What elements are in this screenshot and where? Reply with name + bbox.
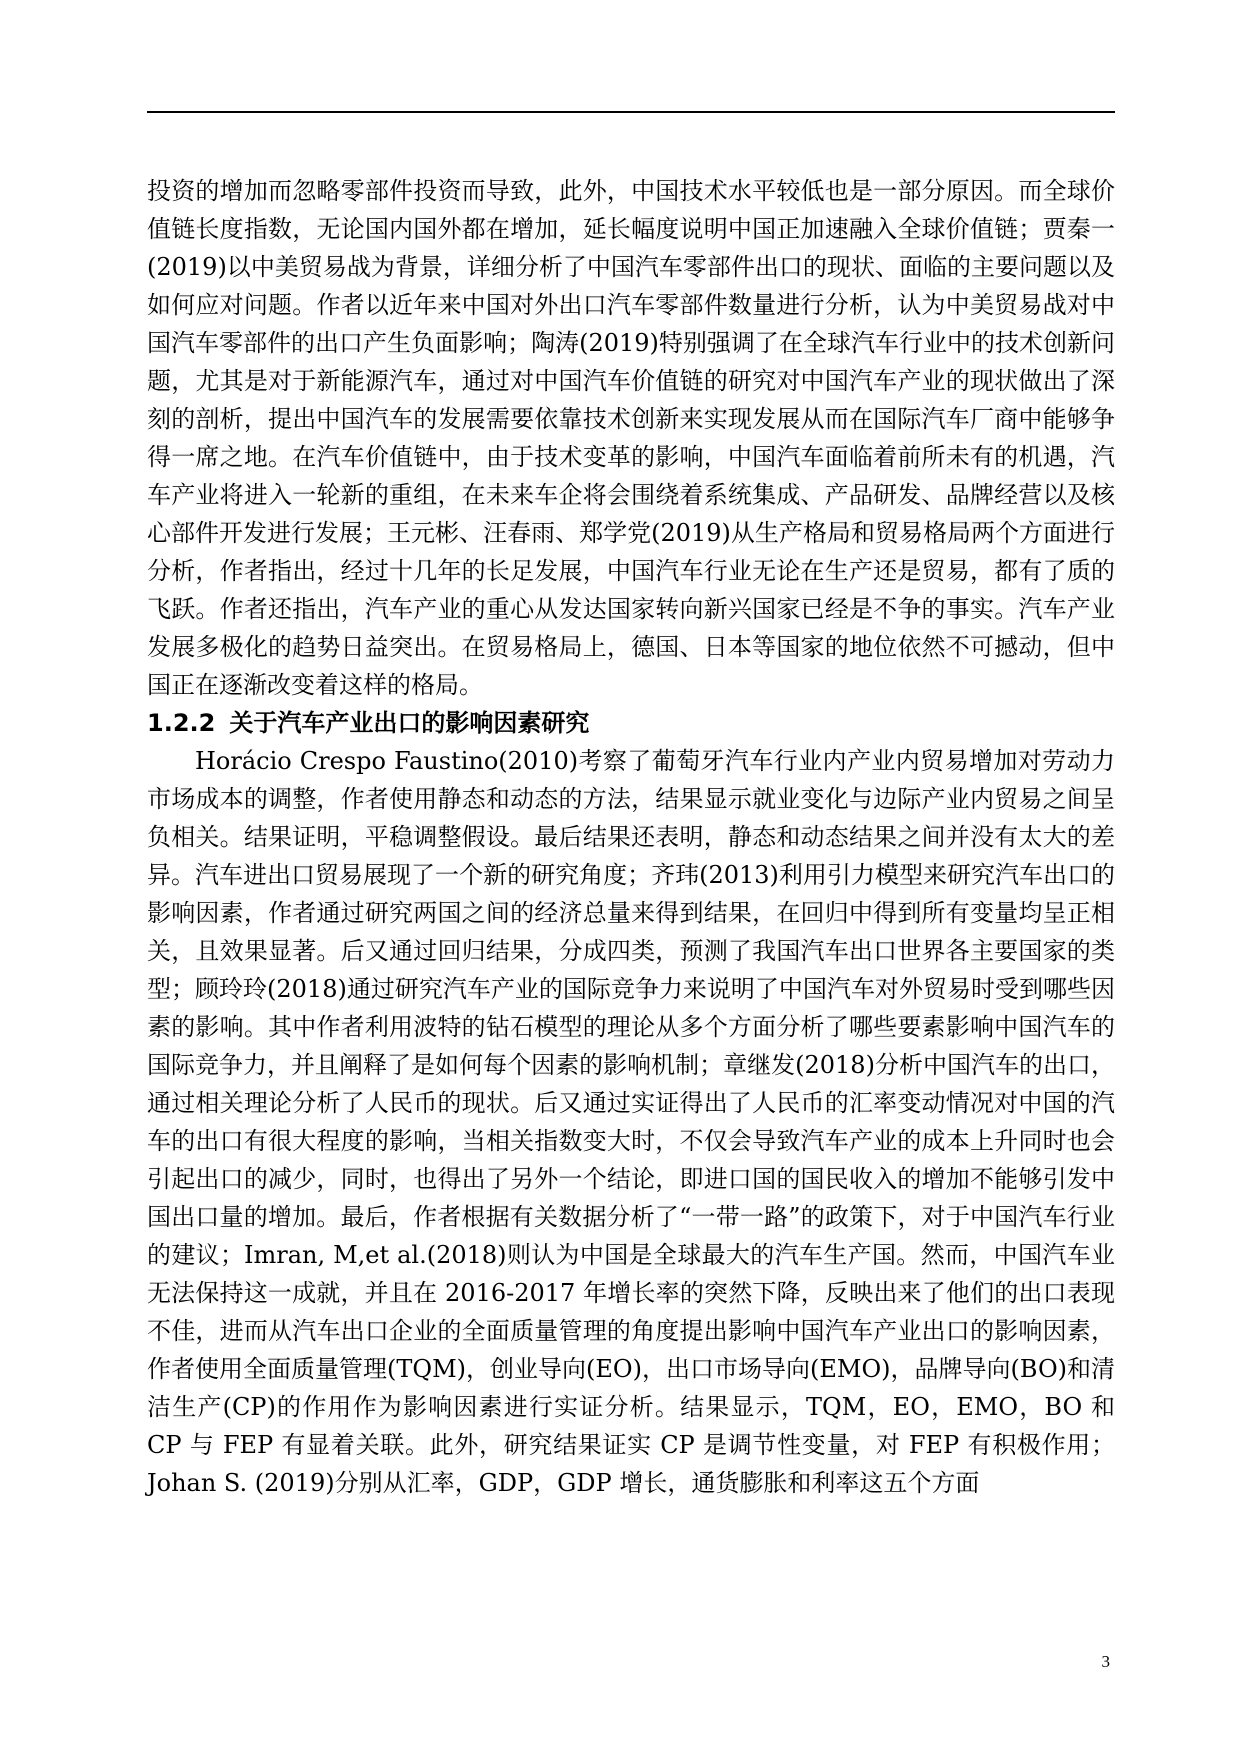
section-title: 关于汽车产业出口的影响因素研究 bbox=[229, 709, 590, 737]
body-paragraph: Horácio Crespo Faustino(2010)考察了葡萄牙汽车行业内产业内贸易增加对劳动力市场成本的调整，作者使用静态和动态的方法，结果显示就业变化与边际产业内贸易之间呈负相关。结果证明，平稳调整假设。最后结果还表明，静态和动态结果之间并没有太大的差异。汽车进出口贸易展现了一个新的研究角度；齐玮(2013)利用引力模型来研究汽车出口的影响因素，作者通过研究两国之间的经济总量来得到结果，在回归中得到所有变量均呈正相关，且效果显著。后又通过回归结果，分成四类，预测了我国汽车出口世界各主要国家的类型；顾玲玲(2018)通过研究汽车产业的国际竞争力来说明了中国汽车对外贸易时受到哪些因素的影响。其中作者利用波特的钻石模型的理论从多个方面分析了哪些要素影响中国汽车的国际竞争力，并且阐释了是如何每个因素的影响机制；章继发(2018)分析中国汽车的出口，通过相关理论分析了人民币的现状。后又通过实证得出了人民币的汇率变动情况对中国的汽车的出口有很大程度的影响，当相关指数变大时，不仅会导致汽车产业的成本上升同时也会引起出口的减少，同时，也得出了另外一个结论，即进口国的国民收入的增加不能够引发中国出口量的增加。最后，作者根据有关数据分析了“一带一路”的政策下，对于中国汽车行业的建议；Imran, M,et al.(2018)则认为中国是全球最大的汽车生产国。然而，中国汽车业无法保持这一成就，并且在 2016-2017 年增长率的突然下降，反映出来了他们的出口表现不佳，进而从汽车出口企业的全面质量管理的角度提出影响中国汽车产业出口的影响因素，作者使用全面质量管理(TQM)，创业导向(EO)，出口市场导向(EMO)，品牌导向(BO)和清洁生产(CP)的作用作为影响因素进行实证分析。结果显示，TQM，EO，EMO，BO 和 CP 与 FEP 有显着关联。此外，研究结果证实 CP 是调节性变量，对 FEP 有积极作用；Johan S. (2019)分别从汇率，GDP，GDP 增长，通货膨胀和利率这五个方面 bbox=[147, 747, 1115, 1497]
page-number: 3 bbox=[1101, 1652, 1110, 1671]
page-body bbox=[147, 172, 1115, 1502]
section-heading bbox=[147, 704, 1115, 742]
body-paragraph-continued: 投资的增加而忽略零部件投资而导致，此外，中国技术水平较低也是一部分原因。而全球价值链长度指数，无论国内国外都在增加，延长幅度说明中国正加速融入全球价值链；贾秦一(2019)以中美贸易战为背景，详细分析了中国汽车零部件出口的现状、面临的主要问题以及如何应对问题。作者以近年来中国对外出口汽车零部件数量进行分析，认为中美贸易战对中国汽车零部件的出口产生负面影响；陶涛(2019)特别强调了在全球汽车行业中的技术创新问题，尤其是对于新能源汽车，通过对中国汽车价值链的研究对中国汽车产业的现状做出了深刻的剖析，提出中国汽车的发展需要依靠技术创新来实现发展从而在国际汽车厂商中能够争得一席之地。在汽车价值链中，由于技术变革的影响，中国汽车面临着前所未有的机遇，汽车产业将进入一轮新的重组，在未来车企将会围绕着系统集成、产品研发、品牌经营以及核心部件开发进行发展；王元彬、汪春雨、郑学党(2019)从生产格局和贸易格局两个方面进行分析，作者指出，经过十几年的长足发展，中国汽车行业无论在生产还是贸易，都有了质的飞跃。作者还指出，汽车产业的重心从发达国家转向新兴国家已经是不争的事实。汽车产业发展多极化的趋势日益突出。在贸易格局上，德国、日本等国家的地位依然不可撼动，但中国正在逐渐改变着这样的格局。 bbox=[147, 177, 1115, 699]
section-number: 1.2.2 bbox=[147, 709, 216, 737]
header-rule bbox=[147, 111, 1115, 113]
